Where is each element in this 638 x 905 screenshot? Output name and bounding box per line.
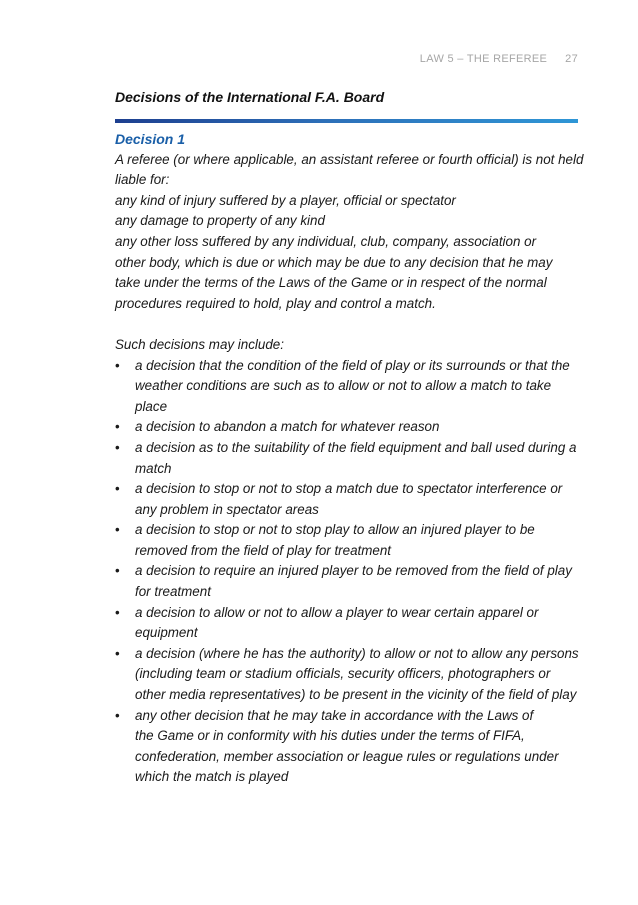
intro-line: A referee (or where applicable, an assistant referee or fourth official) is not held xyxy=(115,151,584,167)
intro-line: other body, which is due or which may be due to any decision that he may xyxy=(115,254,553,270)
list-item: • a decision to abandon a match for whatever reason xyxy=(115,417,585,438)
running-header xyxy=(420,53,578,65)
page-number: 27 xyxy=(565,53,578,65)
list-item: • a decision (where he has the authority) to allow or not to allow any persons (including team or stadium officials, security officers, photographers or other media representatives) to be present in the vicinity of the field of play xyxy=(115,645,579,703)
decision-content xyxy=(115,129,585,788)
running-title: LAW 5 – THE REFEREE xyxy=(419,53,548,65)
bullet-icon: • xyxy=(115,645,120,661)
bullet-icon: • xyxy=(115,481,120,497)
paragraph-gap xyxy=(115,314,585,335)
section-title: Decisions of the International F.A. Board xyxy=(115,89,385,105)
list-intro: Such decisions may include: xyxy=(115,336,284,352)
bullet-icon: • xyxy=(115,707,120,723)
list-item: • a decision to require an injured player to be removed from the field of play for treatment xyxy=(115,563,572,600)
decision-list xyxy=(115,356,585,788)
bullet-icon: • xyxy=(115,439,120,455)
list-item: • a decision to allow or not to allow a player to wear certain apparel or equipment xyxy=(115,604,539,641)
bullet-icon: • xyxy=(115,357,120,373)
bullet-icon: • xyxy=(115,522,120,538)
list-item: • a decision to stop or not to stop play to allow an injured player to be removed from the field of play for treatment xyxy=(115,522,535,558)
intro-line: procedures required to hold, play and control a match. xyxy=(115,295,436,311)
decision-heading: Decision 1 xyxy=(115,131,186,147)
list-item: • a decision to stop or not to stop a match due to spectator interference or any problem in spectator areas xyxy=(115,481,563,517)
list-item: • a decision that the condition of the field of play or its surrounds or that the weather conditions are such as to allow or not to allow a match to take place xyxy=(115,357,570,414)
intro-line: take under the terms of the Laws of the Game or in respect of the normal xyxy=(115,275,547,291)
bullet-icon: • xyxy=(115,419,120,435)
bullet-icon: • xyxy=(115,563,120,579)
intro-line: any kind of injury suffered by a player, official or spectator xyxy=(115,192,456,208)
bullet-icon: • xyxy=(115,604,120,620)
list-item: • any other decision that he may take in accordance with the Laws of the Game or in conformity with his duties under the terms of FIFA, confederation, member association or league rules or regulations under which the match is played xyxy=(115,707,559,785)
section-divider xyxy=(115,119,578,123)
intro-line: any damage to property of any kind xyxy=(115,213,325,229)
intro-line: any other loss suffered by any individual, club, company, association or xyxy=(115,233,537,249)
list-item: • a decision as to the suitability of the field equipment and ball used during a match xyxy=(115,439,577,476)
decision-intro xyxy=(115,150,585,315)
intro-line: liable for: xyxy=(115,172,170,188)
